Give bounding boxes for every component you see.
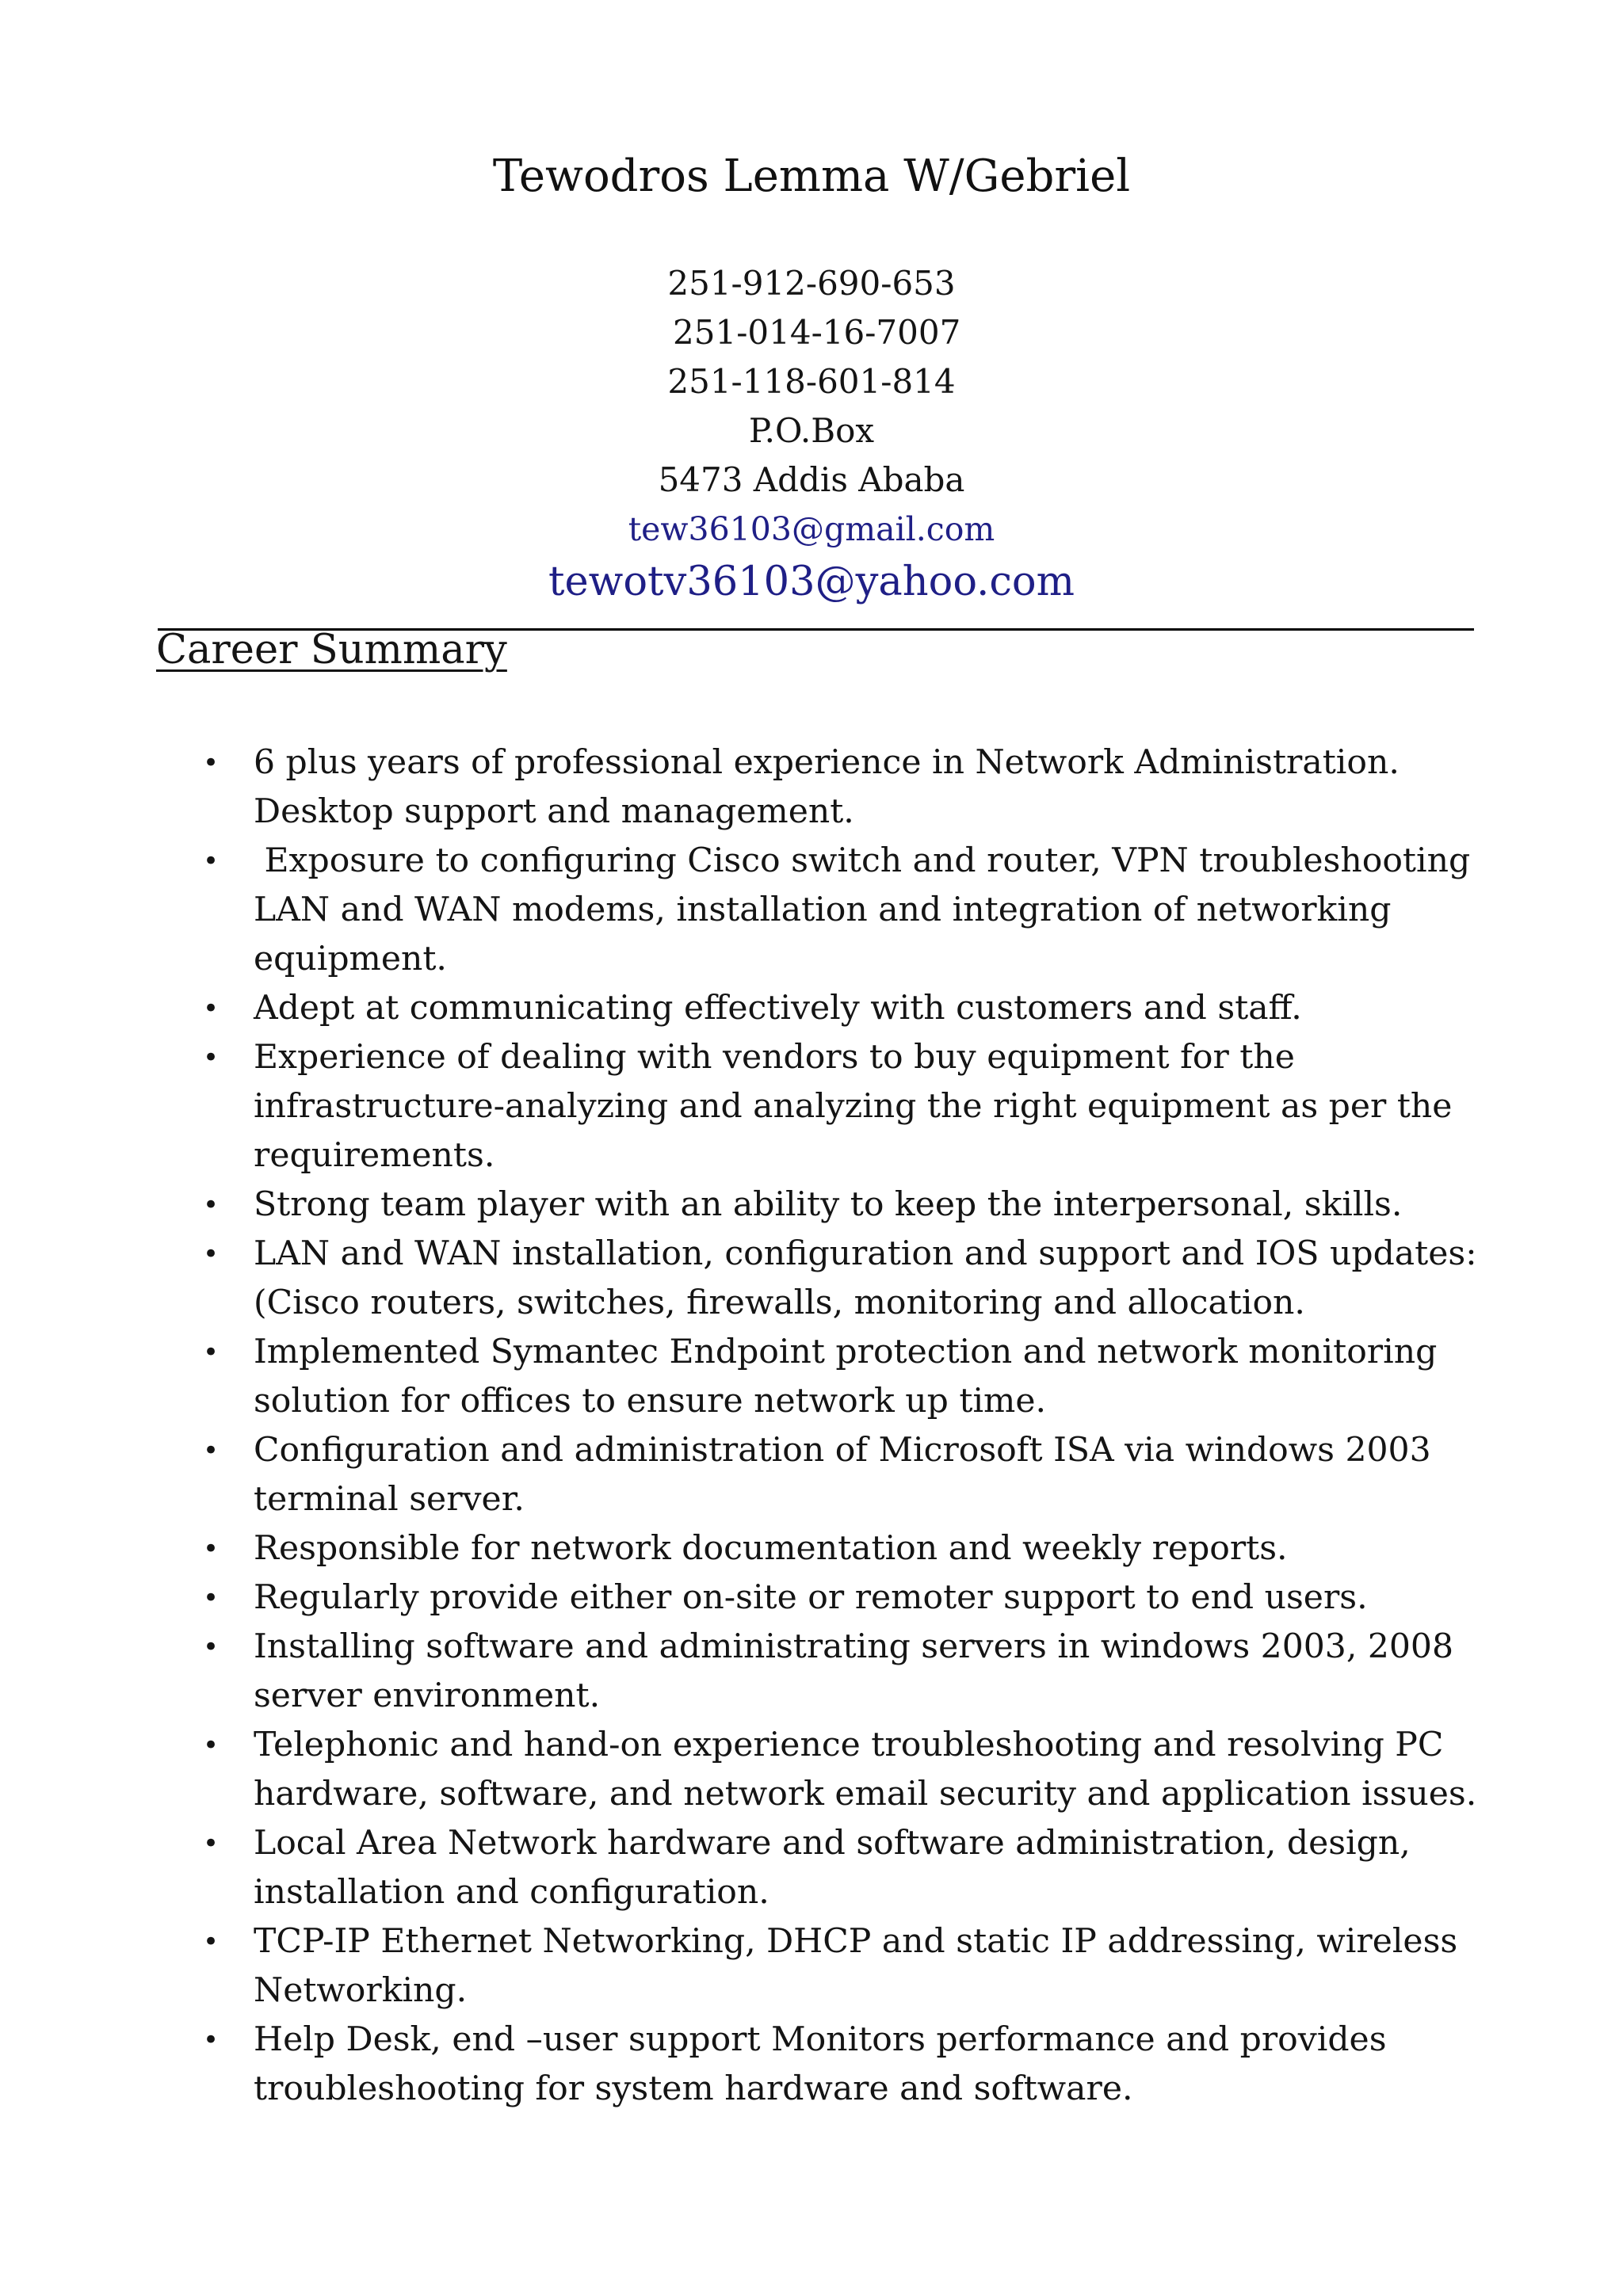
bullet-icon: •: [203, 1189, 220, 1221]
list-item: [0, 1033, 1458, 1180]
list-item-text: Installing software and administrating servers in windows 2003, 2008: [254, 1627, 1454, 1666]
resume-name: Tewodros Lemma W/Gebriel: [492, 151, 1131, 202]
phone-number: 251-912-690-653: [667, 264, 956, 303]
list-item: [0, 1721, 1477, 1819]
list-item-text: terminal server.: [254, 1480, 525, 1519]
email-gmail[interactable]: tew36103@gmail.com: [628, 510, 995, 548]
list-item-text: LAN and WAN modems, installation and integration of networking: [254, 891, 1392, 929]
list-item: [0, 1623, 1458, 1721]
list-item: [0, 738, 1458, 837]
list-item: [0, 2016, 1458, 2114]
list-item-text: hardware, software, and network email security and application issues.: [254, 1775, 1477, 1814]
bullet-icon: •: [203, 747, 220, 779]
po-box: P.O.Box: [748, 411, 875, 450]
list-item-text: Regularly provide either on-site or remoter support to end users.: [254, 1578, 1368, 1617]
bullet-icon: •: [203, 1238, 220, 1270]
bullet-icon: •: [203, 1730, 220, 1761]
list-item-text: Desktop support and management.: [254, 792, 854, 831]
list-item: [0, 1426, 1458, 1524]
section-title-career-summary: Career Summary: [156, 627, 507, 673]
list-item-text: Experience of dealing with vendors to buy equipment for the: [254, 1038, 1295, 1077]
career-summary-list: [0, 738, 1623, 2114]
phone-number: 251-118-601-814: [667, 362, 956, 401]
list-item-text: infrastructure-analyzing and analyzing the right equipment as per the: [254, 1087, 1453, 1126]
list-item-text: Configuration and administration of Microsoft ISA via windows 2003: [254, 1431, 1431, 1470]
list-item-text: (Cisco routers, switches, firewalls, monitoring and allocation.: [254, 1283, 1305, 1322]
list-item-text: Exposure to configuring Cisco switch and router, VPN troubleshooting: [254, 841, 1471, 880]
list-item: [0, 1917, 1458, 2016]
list-item-text: Telephonic and hand-on experience troubleshooting and resolving PC: [254, 1726, 1444, 1764]
list-item: [0, 1573, 1458, 1623]
list-item: [0, 1819, 1458, 1917]
list-item: [0, 1230, 1477, 1328]
list-item: [0, 1328, 1458, 1426]
bullet-icon: •: [203, 2024, 220, 2056]
list-item: [0, 1524, 1458, 1573]
list-item-text: server environment.: [254, 1676, 601, 1715]
bullet-icon: •: [203, 1533, 220, 1565]
bullet-icon: •: [203, 1631, 220, 1663]
list-item: [0, 837, 1471, 984]
address: 5473 Addis Ababa: [658, 460, 965, 499]
contact-block: [0, 259, 1623, 611]
list-item-text: Responsible for network documentation and weekly reports.: [254, 1529, 1288, 1568]
list-item-text: Strong team player with an ability to keep the interpersonal, skills.: [254, 1185, 1403, 1224]
list-item: [0, 984, 1458, 1033]
bullet-icon: •: [203, 1582, 220, 1614]
phone-number: 251-014-16-7007: [662, 313, 961, 352]
list-item-text: Help Desk, end –user support Monitors performance and provides: [254, 2020, 1387, 2059]
bullet-icon: •: [203, 845, 220, 877]
list-item-text: installation and configuration.: [254, 1873, 769, 1912]
list-item: [0, 1180, 1458, 1230]
list-item-text: equipment.: [254, 940, 447, 978]
list-item-text: Networking.: [254, 1971, 468, 2010]
list-item-text: Adept at communicating effectively with customers and staff.: [254, 989, 1302, 1028]
list-item-text: Implemented Symantec Endpoint protection and network monitoring: [254, 1333, 1438, 1371]
email-yahoo[interactable]: tewotv36103@yahoo.com: [548, 559, 1075, 605]
bullet-icon: •: [203, 1042, 220, 1074]
bullet-icon: •: [203, 993, 220, 1024]
list-item-text: LAN and WAN installation, configuration and support and IOS updates:: [254, 1234, 1477, 1273]
list-item-text: TCP-IP Ethernet Networking, DHCP and static IP addressing, wireless: [254, 1922, 1458, 1961]
list-item-text: Local Area Network hardware and software administration, design,: [254, 1824, 1411, 1863]
bullet-icon: •: [203, 1828, 220, 1859]
list-item-text: 6 plus years of professional experience in Network Administration.: [254, 743, 1400, 782]
bullet-icon: •: [203, 1435, 220, 1466]
list-item-text: requirements.: [254, 1136, 495, 1175]
bullet-icon: •: [203, 1337, 220, 1368]
bullet-icon: •: [203, 1926, 220, 1958]
list-item-text: solution for offices to ensure network up time.: [254, 1382, 1047, 1421]
list-item-text: troubleshooting for system hardware and software.: [254, 2069, 1133, 2108]
